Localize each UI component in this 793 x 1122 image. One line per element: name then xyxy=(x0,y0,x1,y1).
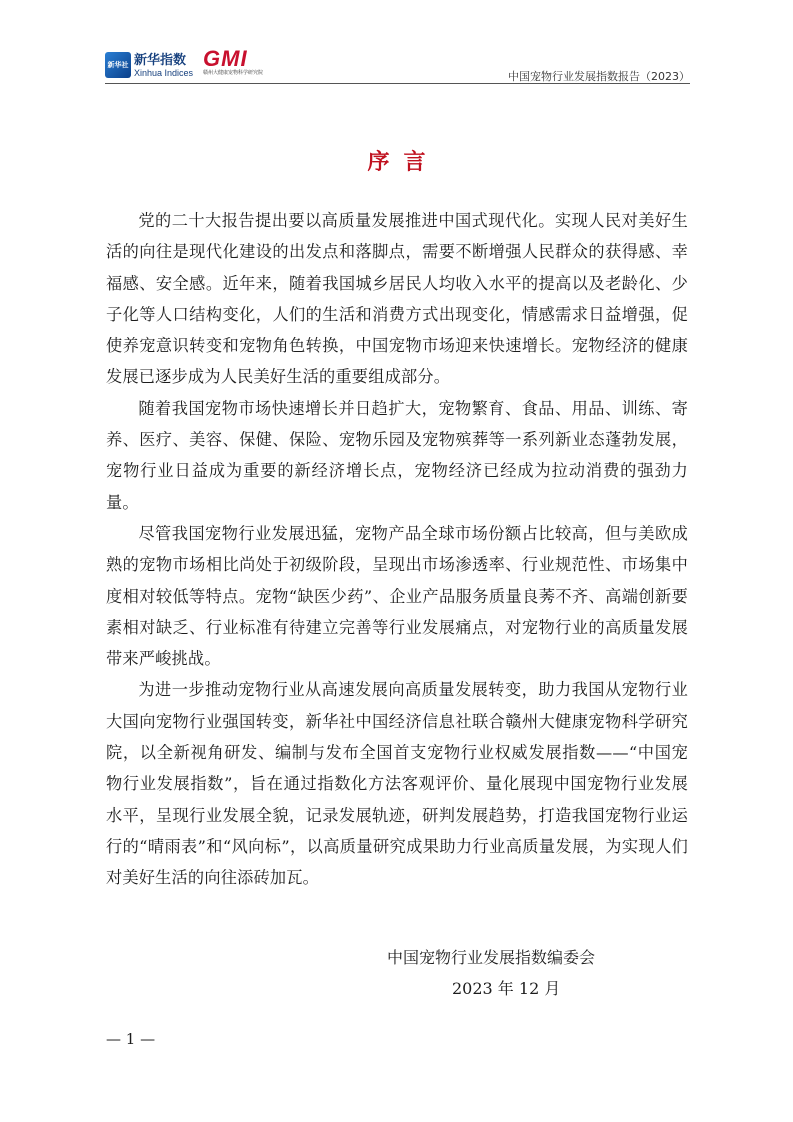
xinhua-logo-en: Xinhua Indices xyxy=(134,67,194,78)
xinhua-indices-logo xyxy=(105,50,193,80)
preface-body xyxy=(106,205,688,894)
paragraph: 尽管我国宠物行业发展迅猛，宠物产品全球市场份额占比较高，但与美欧成熟的宠物市场相比尚处于初级阶段，呈现出市场渗透率、行业规范性、市场集中度相对较低等特点。宠物“缺医少药”、企业产品服务质量良莠不齐、高端创新要素相对缺乏、行业标准有待建立完善等行业发展痛点，对宠物行业的高质量发展带来严峻挑战。 xyxy=(106,523,688,669)
xinhua-badge-icon: 新华社 xyxy=(105,52,131,78)
page-title: 序言 xyxy=(367,150,440,175)
paragraph: 党的二十大报告提出要以高质量发展推进中国式现代化。实现人民对美好生活的向往是现代化建设的出发点和落脚点，需要不断增强人民群众的获得感、幸福感、安全感。近年来，随着我国城乡居民人均收入水平的提高以及老龄化、少子化等人口结构变化，人们的生活和消费方式出现变化，情感需求日益增强，促使养宠意识转变和宠物角色转换，中国宠物市场迎来快速增长。宠物经济的健康发展已逐步成为人民美好生活的重要组成部分。 xyxy=(106,211,688,387)
page-header xyxy=(105,44,690,84)
signature-date: 2023 年 12 月 xyxy=(452,979,561,998)
paragraph: 随着我国宠物市场快速增长并日趋扩大，宠物繁育、食品、用品、训练、寄养、医疗、美容、保健、保险、宠物乐园及宠物殡葬等一系列新业态蓬勃发展，宠物行业日益成为重要的新经济增长点，宠物经济已经成为拉动消费的强劲力量。 xyxy=(106,398,688,512)
paragraph: 为进一步推动宠物行业从高速发展向高质量发展转变，助力我国从宠物行业大国向宠物行业强国转变，新华社中国经济信息社联合赣州大健康宠物科学研究院，以全新视角研发、编制与发布全国首支宠物行业权威发展指数——“中国宠物行业发展指数”，旨在通过指数化方法客观评价、量化展现中国宠物行业发展水平，呈现行业发展全貌，记录发展轨迹，研判发展趋势，打造我国宠物行业运行的“晴雨表”和“风向标”，以高质量研究成果助力行业高质量发展，为实现人们对美好生活的向往添砖加瓦。 xyxy=(106,680,688,888)
report-title: 中国宠物行业发展指数报告（2023） xyxy=(508,70,690,83)
gmi-logo xyxy=(203,48,295,78)
xinhua-logo-cn: 新华指数 xyxy=(134,52,187,68)
header-divider xyxy=(105,83,690,84)
gmi-logo-subtitle: 赣州大健康宠物科学研究院 xyxy=(203,70,264,76)
gmi-logo-word: GMI xyxy=(203,46,248,71)
signature-organization: 中国宠物行业发展指数编委会 xyxy=(387,948,596,967)
page-number: — 1 — xyxy=(106,1030,156,1048)
